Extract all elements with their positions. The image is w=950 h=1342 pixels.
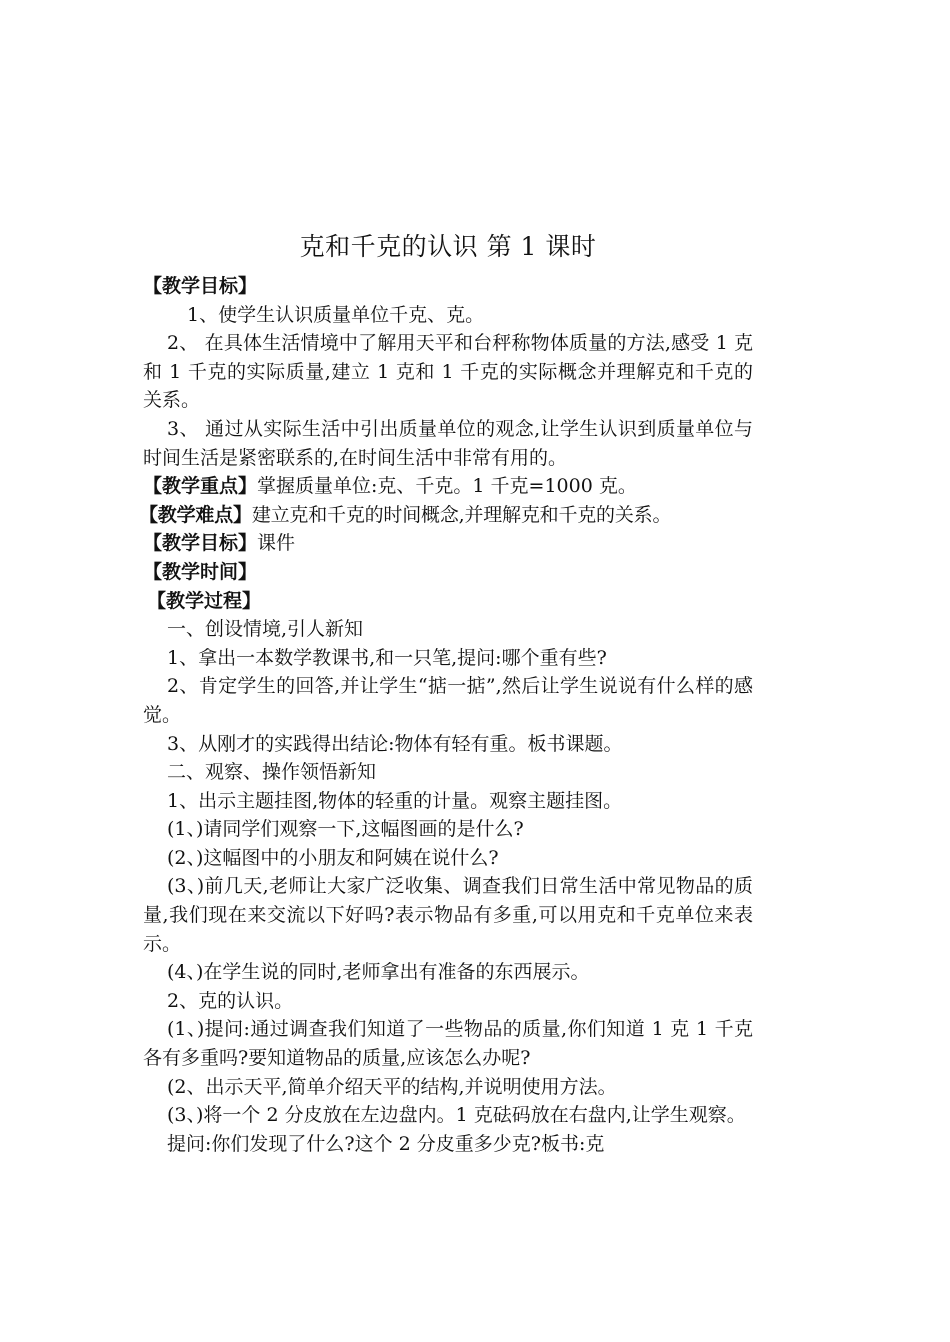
process-line: (1、)提问:通过调查我们知道了一些物品的质量,你们知道 1 克 1 千克各有多重吗?要知道物品的质量,应该怎么办呢? <box>143 1018 753 1070</box>
process-line: (4、)在学生说的同时,老师拿出有准备的东西展示。 <box>167 961 590 984</box>
section-heading-difficulty: 【教学难点】 <box>139 503 252 526</box>
section-heading-key: 【教学重点】 <box>143 475 258 498</box>
key-points-text: 掌握质量单位:克、千克。1 千克=1000 克。 <box>257 475 637 498</box>
section-heading-goals: 【教学目标】 <box>143 275 258 297</box>
process-line: (3、)将一个 2 分皮放在左边盘内。1 克砝码放在右盘内,让学生观察。 <box>167 1104 746 1127</box>
process-line: (1、)请同学们观察一下,这幅图画的是什么? <box>167 818 524 841</box>
process-line: (2、)这幅图中的小朋友和阿姨在说什么? <box>167 846 499 869</box>
page-title: 克和千克的认识 第 1 课时 <box>299 232 597 261</box>
goal-item-1: 1、使学生认识质量单位千克、克。 <box>187 303 485 326</box>
difficulty-line <box>139 501 753 530</box>
section-heading-time: 【教学时间】 <box>143 560 258 583</box>
tools-text: 课件 <box>257 532 296 555</box>
goal-item-3: 3、 通过从实际生活中引出质量单位的观念,让学生认识到质量单位与时间生活是紧密联系的,在时间生活中非常有用的。 <box>143 417 753 469</box>
document-page <box>139 230 753 1158</box>
process-line: 提问:你们发现了什么?这个 2 分皮重多少克?板书:克 <box>167 1132 605 1155</box>
process-line: 3、从刚才的实践得出结论:物体有轻有重。板书课题。 <box>167 732 623 755</box>
goal-item-2: 2、 在具体生活情境中了解用天平和台秤称物体质量的方法,感受 1 克和 1 千克的实际质量,建立 1 克和 1 千克的实际概念并理解克和千克的关系。 <box>143 332 753 412</box>
section-heading-tools: 【教学目标】 <box>143 532 258 555</box>
process-line: (3、)前几天,老师让大家广泛收集、调查我们日常生活中常见物品的质量,我们现在来交流以下好吗?表示物品有多重,可以用克和千克单位来表示。 <box>143 875 753 955</box>
process-line: 2、克的认识。 <box>167 989 294 1012</box>
key-points-line <box>143 472 753 501</box>
tools-line <box>143 529 753 558</box>
process-line: 1、拿出一本数学教课书,和一只笔,提问:哪个重有些? <box>167 646 607 669</box>
process-line: 二、观察、操作领悟新知 <box>167 761 377 784</box>
process-line: 一、创设情境,引人新知 <box>167 618 364 641</box>
process-line: 2、肯定学生的回答,并让学生“掂一掂”,然后让学生说说有什么样的感觉。 <box>143 675 753 726</box>
section-heading-process: 【教学过程】 <box>147 589 262 612</box>
process-line: 1、出示主题挂图,物体的轻重的计量。观察主题挂图。 <box>167 789 623 812</box>
process-line: (2、出示天平,简单介绍天平的结构,并说明使用方法。 <box>167 1075 617 1098</box>
difficulty-text: 建立克和千克的时间概念,并理解克和千克的关系。 <box>251 503 672 526</box>
